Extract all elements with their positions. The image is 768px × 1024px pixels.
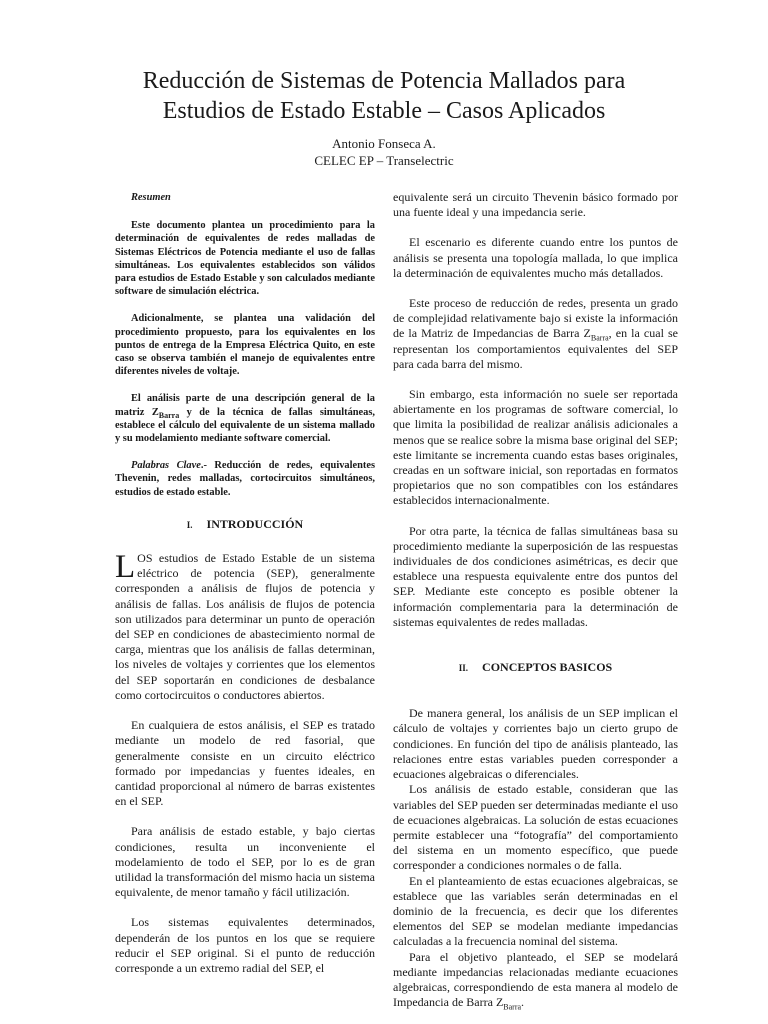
intro-p7-start: Este proceso de reducción de redes, presenta un grado de complejidad relativamente bajo si existe la información de la Matriz de Impedancias de Barra Z <box>393 296 678 341</box>
keywords <box>115 459 375 499</box>
intro-p7-subscript: Barra <box>590 333 609 343</box>
section-2-number: II. <box>458 663 469 674</box>
title-line-1: Reducción de Sistemas de Potencia Mallados para <box>142 68 626 94</box>
keywords-text: .- Reducción de redes, equivalentes Thevenin, redes malladas, cortocircuitos simultáneos, estudios de estado estable. <box>115 460 376 498</box>
author-affiliation: CELEC EP – Transelectric <box>314 153 454 168</box>
section-2-title: CONCEPTOS BASICOS <box>482 660 613 675</box>
intro-paragraph-5: equivalente será un circuito Thevenin básico formado por una fuente ideal y una impedancia serie. <box>393 190 678 220</box>
basics-p4-start: Para el objetivo planteado, el SEP se modelará mediante impedancias relacionadas mediante ecuaciones algebraicas, correspondiendo de esta manera al modelo de Impedancia de Barra Z <box>393 949 678 1010</box>
intro-paragraph-6: El escenario es diferente cuando entre los puntos de análisis se presenta una topología mallada, lo que implica la determinación de equivalentes mucho más detallados. <box>393 235 678 280</box>
basics-p4-subscript: Barra <box>503 1002 522 1012</box>
basics-paragraph-1: De manera general, los análisis de un SEP implican el cálculo de voltajes y corrientes bajo un cierto grupo de condiciones. En función del tipo de análisis planteado, las relaciones entre estas variables pueden corresponder a ecuaciones algebraicas o diferenciales. <box>393 706 678 782</box>
title-line-2: Estudios de Estado Estable – Casos Aplicados <box>162 98 606 124</box>
intro-p1-text: OS estudios de Estado Estable de un sistema eléctrico de potencia (SEP), generalmente corresponden a análisis de flujos de potencia y análisis de fallas. Los análisis de flujos de potencia son utilizados para determinar un punto de operación del SEP en condiciones de abastecimiento normal de carga, mientras que los análisis de fallas determinan, los niveles de voltajes y corrientes que los elementos del SEP soportarán en condiciones de desbalance como cortocircuitos o conductores abiertos. <box>115 551 375 702</box>
author-block <box>0 135 768 169</box>
basics-p4-end: . <box>521 995 525 1010</box>
intro-paragraph-8: Sin embargo, esta información no suele ser reportada abiertamente en los programas de software comercial, lo que limita la posibilidad de realizar análisis adicionales a menos que se realice sobre la misma base original del SEP; este limitante se incrementa cuando estas bases originales, creadas en un software inicial, son reportadas en formatos propietarios que no son compatibles con los estándares establecidos internacionalmente. <box>393 387 678 508</box>
abstract-heading: Resumen <box>131 192 171 203</box>
section-1-heading <box>115 517 375 533</box>
paper-title <box>0 66 768 126</box>
author-name: Antonio Fonseca A. <box>332 136 436 151</box>
abstract-paragraph-1: Este documento plantea un procedimiento para la determinación de equivalentes de redes malladas de Sistemas Eléctricos de Potencia mediante el uso de fallas simultáneas. Los equivalentes establecidos son válidos para estudios de Estado Estable y son calculados mediante software de simulación eléctrica. <box>115 220 375 298</box>
left-column <box>115 190 375 976</box>
abstract-p3-end: y de la técnica de fallas simultáneas, establece el cálculo del equivalente de un sistema mallado y su modelamiento mediante software comercial. <box>115 406 376 445</box>
abstract-p3-start: El análisis parte de una descripción general de la matriz Z <box>115 393 375 418</box>
intro-paragraph-4: Los sistemas equivalentes determinados, dependerán de los puntos en los que se requiere reducir el SEP original. Si el punto de reducción corresponde a un extremo radial del SEP, el <box>115 915 375 975</box>
abstract-paragraph-3 <box>115 392 375 445</box>
intro-paragraph-7 <box>393 296 678 372</box>
section-1-number: I. <box>186 519 193 530</box>
basics-paragraph-4 <box>393 950 678 1011</box>
intro-paragraph-1 <box>115 551 375 703</box>
section-2-heading <box>393 660 678 676</box>
intro-p7-end: , en la cual se representan los comportamientos equivalentes del SEP para cada barra del mismo. <box>393 326 678 371</box>
right-column <box>393 190 678 1010</box>
intro-paragraph-3: Para análisis de estado estable, y bajo ciertas condiciones, resulta un inconveniente el modelamiento de todo el SEP, por lo es de gran utilidad la transformación del mismo hacia un sistema equivalente, de menor tamaño y fácil utilización. <box>115 824 375 900</box>
intro-paragraph-9: Por otra parte, la técnica de fallas simultáneas basa su procedimiento mediante la superposición de las respuestas individuales de dos condiciones asimétricas, es decir que establece una respuesta equivalente entre dos puntos del SEP. Mediante este concepto es posible obtener la información complementaria para la determinación de sistemas equivalentes de redes malladas. <box>393 523 678 629</box>
abstract-p3-subscript: Barra <box>158 410 180 420</box>
drop-cap: L <box>115 549 136 586</box>
section-1-title: INTRODUCCIÓN <box>206 516 304 531</box>
abstract-paragraph-2: Adicionalmente, se plantea una validación del procedimiento propuesto, para los equivalentes en los puntos de entrega de la Empresa Eléctrica Quito, en este caso se observa también el manejo de equivalentes entre diferentes niveles de voltaje. <box>115 313 375 378</box>
basics-paragraph-2: Los análisis de estado estable, consideran que las variables del SEP pueden ser determinadas mediante el uso de ecuaciones algebraicas. La solución de estas ecuaciones permite establecer una “fotografía” del comportamiento del sistema en un momento específico, que puede corresponder a condiciones normales o de falla. <box>393 782 678 873</box>
intro-paragraph-2: En cualquiera de estos análisis, el SEP es tratado mediante un modelo de red fasorial, que generalmente consiste en un circuito eléctrico formado por impedancias y fuentes ideales, en cantidad proporcional al número de barras existentes en el SEP. <box>115 718 375 809</box>
keywords-label: Palabras Clave <box>131 460 201 472</box>
basics-paragraph-3: En el planteamiento de estas ecuaciones algebraicas, se establece que las variables serán determinadas en el dominio de la frecuencia, es decir que los diferentes elementos del SEP se modelan mediante impedancias calculadas a la frecuencia nominal del sistema. <box>393 873 678 949</box>
